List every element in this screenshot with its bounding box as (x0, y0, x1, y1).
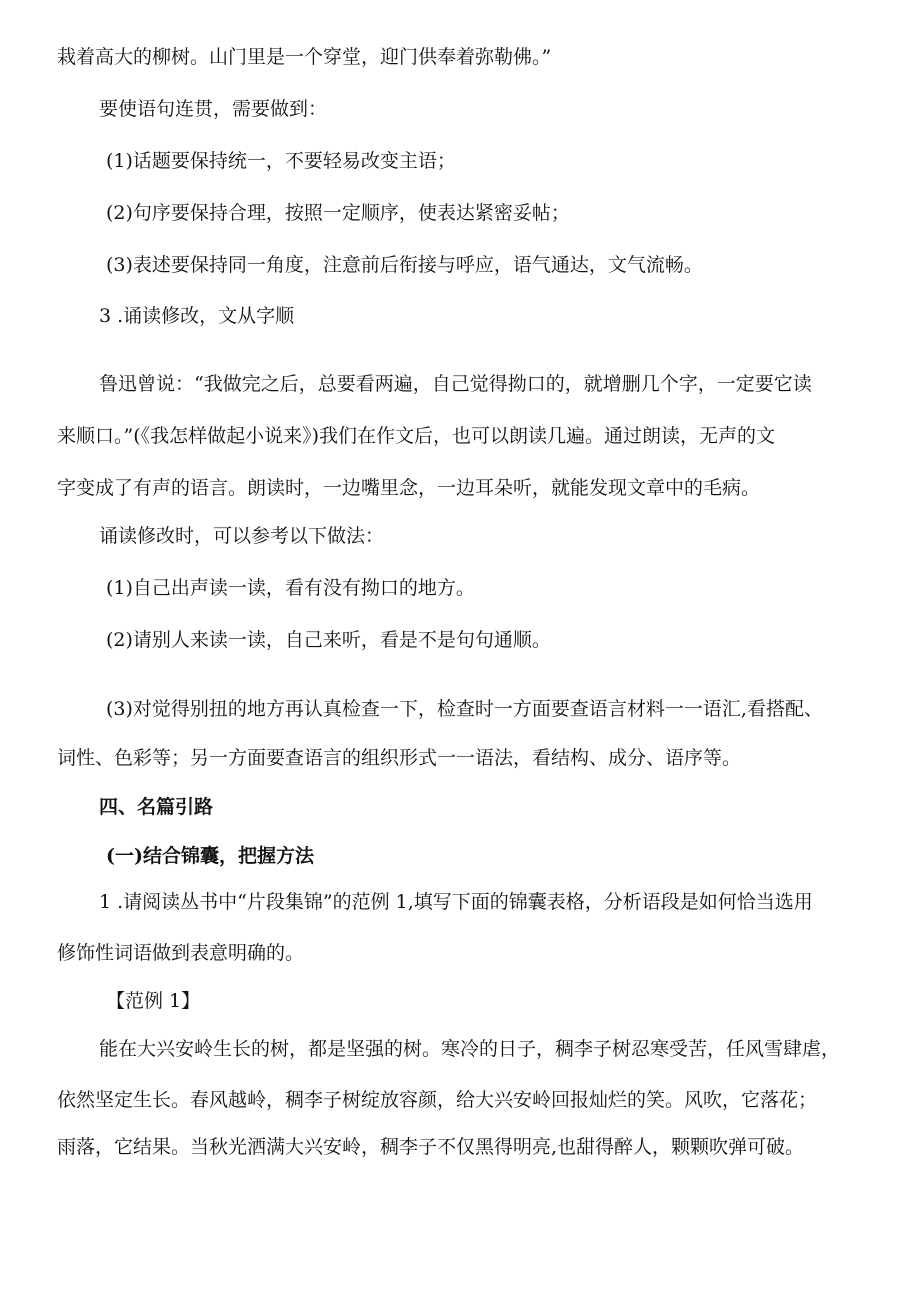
recite-item-3-line-1: (3)对觉得别扭的地方再认真检查一下，检查时一方面要查语言材料一一语汇,看搭配、 (106, 698, 823, 720)
continuation-line: 栽着高大的柳树。山门里是一个穿堂，迎门供奉着弥勒佛。” (57, 46, 552, 68)
example-label: 【范例 1】 (106, 990, 201, 1012)
recite-item-3-line-2: 词性、色彩等；另一方面要查语言的组织形式一一语法，看结构、成分、语序等。 (57, 747, 742, 769)
example-line-3: 雨落，它结果。当秋光洒满大兴安岭，稠李子不仅黑得明亮,也甜得醉人，颗颗吹弹可破。 (57, 1136, 805, 1158)
sub1-heading: (一)结合锦囊，把握方法 (106, 845, 314, 867)
coherence-item-1: (1)话题要保持统一，不要轻易改变主语； (106, 150, 456, 172)
coherence-intro: 要使语句连贯，需要做到： (99, 98, 328, 120)
section3-heading: 3 .诵读修改，文从字顺 (99, 305, 295, 327)
luxun-para-line-2: 来顺口。”(《我怎样做起小说来》)我们在作文后，也可以朗读几遍。通过朗读，无声的文 (57, 425, 776, 447)
luxun-para-line-1: 鲁迅曾说：“我做完之后，总要看两遍，自己觉得拗口的，就增删几个字，一定要它读 (99, 373, 812, 395)
coherence-item-3: (3)表述要保持同一角度，注意前后衔接与呼应，语气通达，文气流畅。 (106, 254, 703, 276)
coherence-item-2: (2)句序要保持合理，按照一定顺序，使表达紧密妥帖； (106, 202, 570, 224)
task1-line-2: 修饰性词语做到表意明确的。 (57, 942, 305, 964)
recite-item-1: (1)自己出声读一读，看有没有拗口的地方。 (106, 577, 475, 599)
part4-heading: 四、名篇引路 (99, 796, 214, 818)
task1-line-1: 1 .请阅读丛书中“片段集锦”的范例 1,填写下面的锦囊表格，分析语段是如何恰当选用 (99, 891, 813, 913)
example-line-1: 能在大兴安岭生长的树，都是坚强的树。寒冷的日子，稠李子树忍寒受苦，任风雪肆虐， (99, 1038, 841, 1060)
example-line-2: 依然坚定生长。春风越岭，稠李子树绽放容颜，给大兴安岭回报灿烂的笑。风吹，它落花； (57, 1089, 818, 1111)
recite-intro: 诵读修改时，可以参考以下做法： (99, 525, 385, 547)
recite-item-2: (2)请别人来读一读，自己来听，看是不是句句通顺。 (106, 629, 551, 651)
luxun-para-line-3: 字变成了有声的语言。朗读时，一边嘴里念，一边耳朵听，就能发现文章中的毛病。 (57, 477, 761, 499)
